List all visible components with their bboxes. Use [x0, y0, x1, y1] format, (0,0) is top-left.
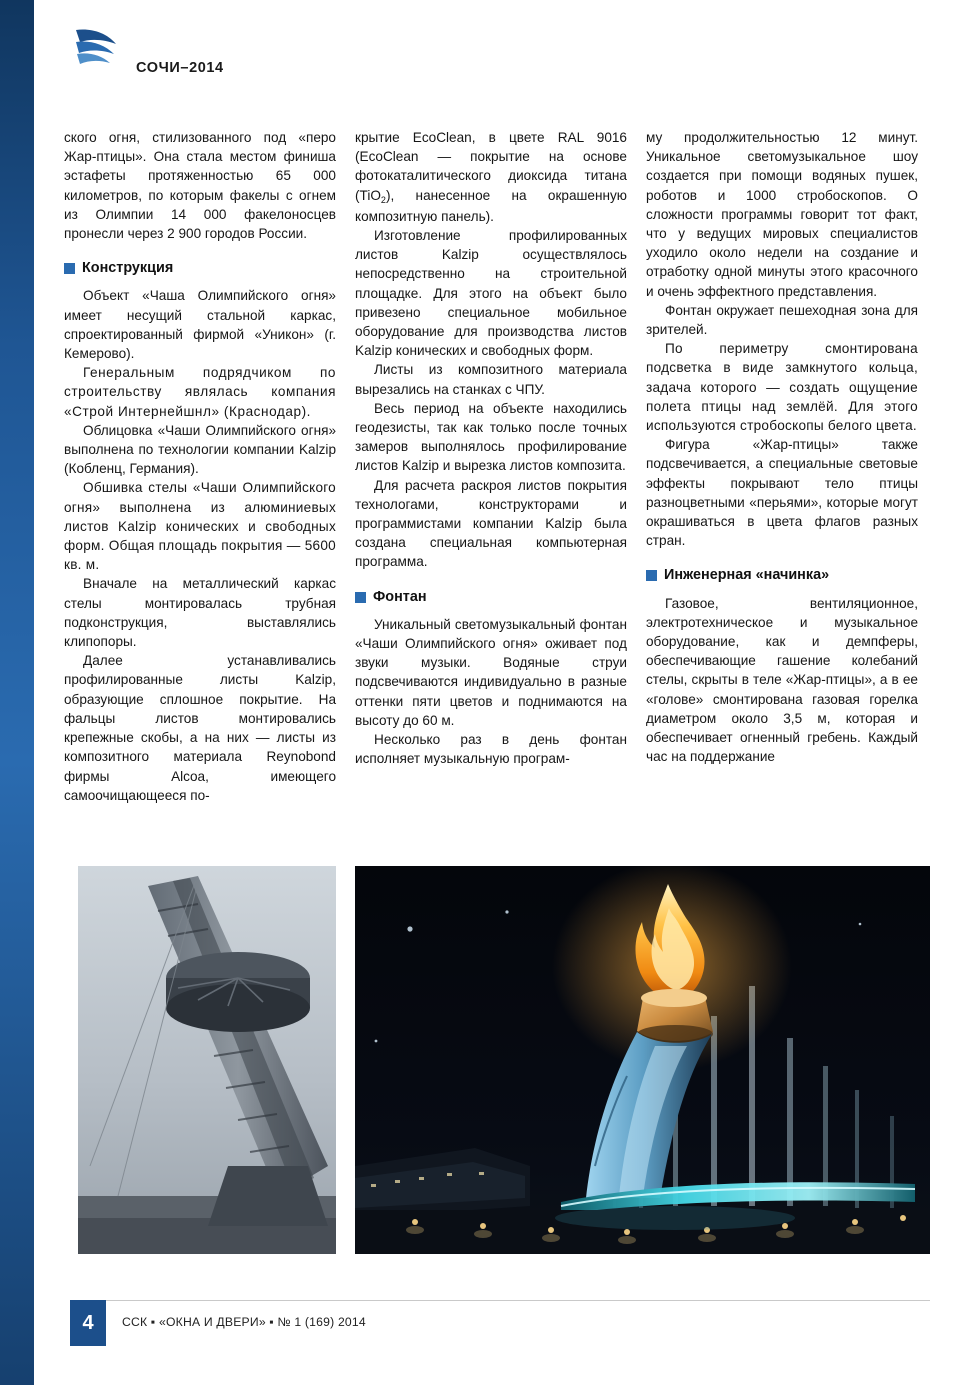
paragraph: му продолжительностью 12 минут. Уникальное светомузыкальное шоу создается при помощи водяных пушек, роботов и 1000 стробоскопов. О сложности программы говорит тот факт, что у ведущих мировых специалистов уходило около недели на создание и отработку одной минуты этого красочного и очень эффектного представления.: [646, 130, 918, 299]
footer-divider: [106, 1300, 930, 1301]
page-edge-bar: [0, 0, 34, 1385]
text-column-1: [64, 128, 336, 805]
paragraph: Уникальный светомузыкальный фонтан «Чаши Олимпийского огня» оживает под звуки музыки. Водяные струи подсвечиваются индивидуально в разные оттенки пяти цветов и поднимаются на высоту до 60 м.: [355, 616, 627, 728]
paragraph: Газовое, вентиляционное, электротехническое и музыкальное оборудование, как и демпферы, обеспечивающие гашение колебаний стелы, скрыты в теле «Жар-птицы», а в ее «голове» смонтирована газовая горелка диаметром около 3,5 м, которая и обеспечивает огненный гребень. Каждый час на поддержание: [646, 595, 918, 765]
paragraph: Генеральным подрядчиком по строительству являлась компания «Строй Интернейшнл» (Краснодар).: [64, 365, 336, 419]
paragraph: ского огня, стилизованного под «перо Жар-птицы». Она стала местом финиша эстафеты протяженностью 65 000 километров, по которым факелы с огнем из Олимпии 14 000 факелоносцев пронесли через 2 900 городов России.: [64, 130, 336, 242]
paragraph: Для расчета раскроя листов покрытия технологами, конструкторами и программистами компании Kalzip была создана специальная компьютерная программа.: [355, 477, 627, 570]
section-heading-label: Инженерная «начинка»: [664, 567, 830, 584]
paragraph: Объект «Чаша Олимпийского огня» имеет несущий стальной каркас, спроектированный фирмой «Уникон» (г. Кемерово).: [64, 288, 336, 362]
paragraph: Вначале на металлический каркас стелы монтировалась трубная подконструкция, выставлялись клипопоры.: [64, 576, 336, 650]
construction-crane-photo: [78, 866, 336, 1254]
sochi-2014-logo-icon: [70, 22, 122, 74]
paragraph: Обшивка стелы «Чаши Олимпийского огня» выполнена из алюминиевых листов Kalzip конических и свободных форм. Общая площадь покрытия — 5600 кв. м.: [64, 480, 336, 573]
paragraph: Весь период на объекте находились геодезисты, так как только после точных замеров выполнялось профилирование листов Kalzip и вырезка листов композита.: [355, 400, 627, 474]
page-edge-bar-gradient: [0, 0, 34, 1385]
section-heading-konstrukciya: [64, 259, 336, 278]
footer-publication-info: ССК ▪ «ОКНА И ДВЕРИ» ▪ № 1 (169) 2014: [122, 1315, 366, 1329]
page-header: [70, 22, 930, 92]
olympic-flame-fountain-night-photo: [355, 866, 930, 1254]
text-column-3: [646, 128, 918, 767]
paragraph: По периметру смонтирована подсветка в виде замкнутого кольца, задача которого — создать ощущение полета птицы над землёй. Для этого используются стробоскопы белого цвета.: [646, 341, 918, 434]
section-heading-inzhenernaya-nachinka: [646, 566, 918, 585]
paragraph: Листы из композитного материала вырезались на станках с ЧПУ.: [355, 362, 627, 397]
text-column-2: [355, 128, 627, 769]
section-heading-label: Фонтан: [373, 588, 427, 605]
section-marker-icon: [64, 263, 75, 274]
section-marker-icon: [355, 592, 366, 603]
paragraph: Фонтан окружает пешеходная зона для зрителей.: [646, 302, 918, 338]
paragraph: Несколько раз в день фонтан исполняет музыкальную програм-: [355, 732, 627, 767]
section-heading-label: Конструкция: [82, 260, 174, 277]
paragraph: Фигура «Жар-птицы» также подсвечивается, а специальные световые эффекты покрывают тело птицы разноцветными «перьями», которые могут окрашиваться в цвета флагов разных стран.: [646, 437, 918, 549]
paragraph: Облицовка «Чаши Олимпийского огня» выполнена по технологии компании Kalzip (Кобленц, Германия).: [64, 422, 336, 477]
paragraph: Далее устанавливались профилированные листы Kalzip, образующие сплошное покрытие. На фальцы листов монтировались крепежные скобы, а на них — листы из композитного материала Reynobond фирмы Alcoa, имеющего самоочищающееся по-: [64, 653, 336, 803]
paragraph: Изготовление профилированных листов Kalzip осуществлялось непосредственно на строительной площадке. Для этого на объект было привезено специальное мобильное оборудование для производства листов Kalzip конических и свободных форм.: [355, 228, 627, 359]
section-heading-fontan: [355, 588, 627, 607]
section-marker-icon: [646, 570, 657, 581]
paragraph: крытие EcoClean, в цвете RAL 9016 (EcoClean — покрытие на основе фотокаталитического диоксида титана (TiO$_2$), нанесенное на окрашенную композитную панель).: [355, 130, 627, 224]
page-number: 4: [70, 1300, 106, 1346]
page-title: СОЧИ–2014: [136, 60, 224, 76]
